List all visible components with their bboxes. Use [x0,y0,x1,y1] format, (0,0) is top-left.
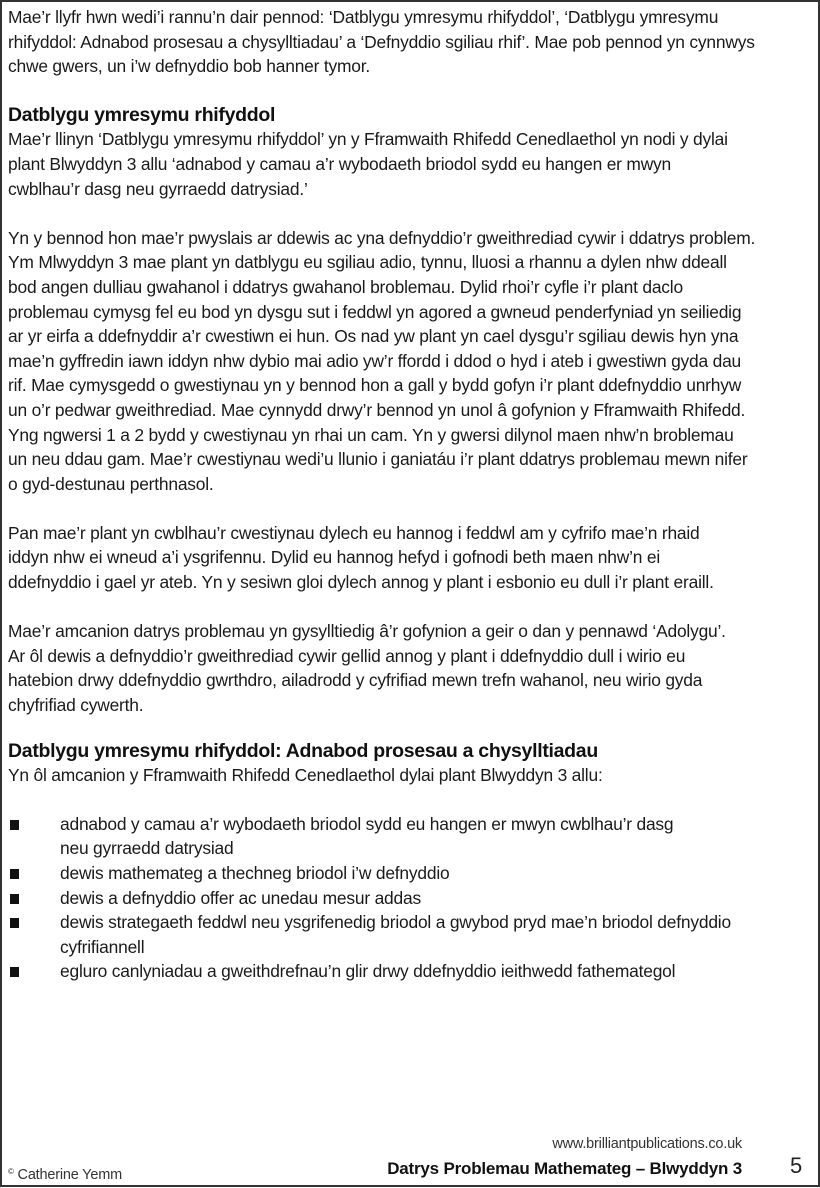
list-item: dewis strategaeth feddwl neu ysgrifenedig briodol a gwybod pryd mae’n briodol defnyddio cyfrifiannell [8,910,740,959]
bullet-square-icon [10,894,19,904]
objectives-list [8,812,808,984]
section1-paragraph-3: Pan mae’r plant yn cwblhau’r cwestiynau dylech eu hannog i feddwl am y cyfrifo mae’n rhaid iddyn nhw ei wneud a’i ysgrifennu. Dylid eu hannog hefyd i gofnodi beth maen nhw’n ei ddefnyddio i gael yr ateb. Yn y sesiwn gloi dylech annog y plant i esbonio eu dull i’r plant eraill. [8,522,714,593]
publisher-url: www.brilliantpublications.co.uk [552,1136,742,1152]
bullet-square-icon [10,820,19,830]
bullet-square-icon [10,967,19,977]
copyright-symbol: © [8,1167,14,1176]
section-heading-datblygu: Datblygu ymresymu rhifyddol [8,104,276,127]
list-item: egluro canlyniadau a gweithdrefnau’n glir drwy ddefnyddio ieithwedd fathemategol [8,959,720,984]
section1-paragraph-4: Mae’r amcanion datrys problemau yn gysylltiedig â’r gofynion a geir o dan y pennawd ‘Adolygu’. Ar ôl dewis a defnyddio’r gweithrediad cywir gellid annog y plant i ddefnyddio dull i wirio eu hatebion drwy ddefnyddio gwrthdro, ailadrodd y cyfrifiad mewn trefn wahanol, neu wirio gyda chyfrifiad cywerth. [8,621,726,716]
bullet-square-icon [10,869,19,879]
bullet-square-icon [10,918,19,928]
page-number: 5 [789,1153,802,1178]
section1-paragraph-1: Mae’r llinyn ‘Datblygu ymresymu rhifyddol’ yn y Fframwaith Rhifedd Cenedlaethol yn nodi y dylai plant Blwyddyn 3 allu ‘adnabod y camau a’r wybodaeth briodol sydd eu hangen er mwyn cwblhau’r dasg neu gyrraedd datrysiad.’ [8,129,728,199]
copyright-notice [8,1160,122,1188]
list-item: dewis a defnyddio offer ac unedau mesur addas [8,886,808,911]
list-item: dewis mathemateg a thechneg briodol i’w defnyddio [8,861,808,886]
section1-paragraph-2: Yn y bennod hon mae’r pwyslais ar ddewis ac yna defnyddio’r gweithrediad cywir i ddatrys problem. Ym Mlwyddyn 3 mae plant yn datblygu eu sgiliau adio, tynnu, lluosi a rhannu a dylen nhw ddeall bod angen dulliau gwahanol i ddatrys gwahanol broblemau. Dylid rhoi’r cyfle i’r plant daclo problemau cymysg fel eu bod yn dysgu sut i feddwl yn agored a gwneud penderfyniad yn seiliedig ar yr eirfa a ddefnyddir a’r cwestiwn ei hun. Os nad yw plant yn cael dysgu’r sgiliau dewis hyn yna mae’n gyffredin iawn iddyn nhw dybio mai adio yw’r ffordd i ddod o hyd i ateb i gwestiwn gyda dau rif. Mae cymysgedd o gwestiynau yn y bennod hon a gall y bydd gofyn i’r plant ddefnyddio unrhyw un o’r pedwar gweithrediad. Mae cynnydd drwy’r bennod yn unol â gofynion y Fframwaith Rhifedd. Yng ngwersi 1 a 2 bydd y cwestiynau yn rhai un cam. Yn y gwersi dilynol maen nhw’n broblemau un neu ddau gam. Mae’r cwestiynau wedi’u llunio i ganiatáu i’r plant ddatrys problemau mewn nifer o gyd-destunau perthnasol. [8,227,756,494]
author-name: Catherine Yemm [17,1167,122,1183]
book-title: Datrys Problemau Mathemateg – Blwyddyn 3 [387,1159,742,1178]
list-item: adnabod y camau a’r wybodaeth briodol sydd eu hangen er mwyn cwblhau’r dasg neu gyrraedd datrysiad [8,812,700,861]
section-heading-adnabod-prosesau: Datblygu ymresymu rhifyddol: Adnabod prosesau a chysylltiadau [8,739,598,762]
section2-intro: Yn ôl amcanion y Fframwaith Rhifedd Cenedlaethol dylai plant Blwyddyn 3 allu: [8,764,603,785]
intro-paragraph: Mae’r llyfr hwn wedi’i rannu’n dair pennod: ‘Datblygu ymresymu rhifyddol’, ‘Datblygu ymresymu rhifyddol: Adnabod prosesau a chysylltiadau’ a ‘Defnyddio sgiliau rhif’. Mae pob pennod yn cynnwys chwe gwers, un i’w defnyddio bob hanner tymor. [8,7,755,77]
page-content [8,5,808,984]
